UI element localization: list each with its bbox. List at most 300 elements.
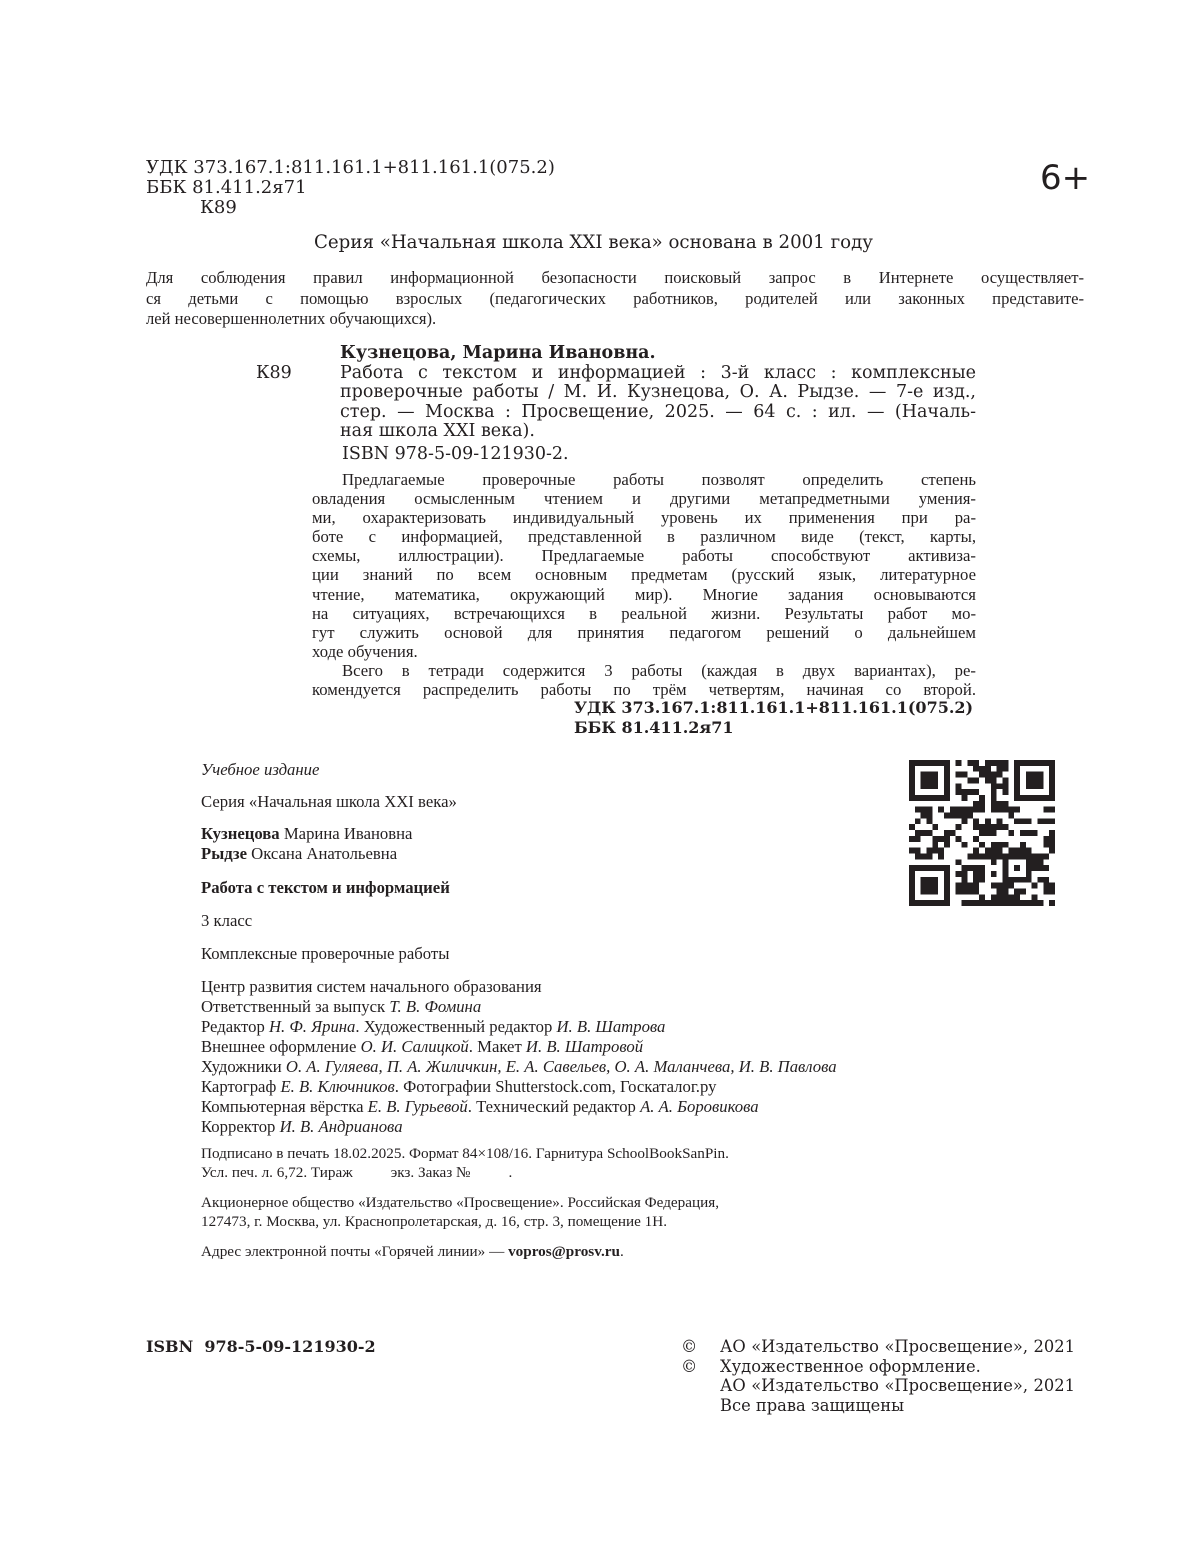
footer-isbn: ISBN 978-5-09-121930-2 [146,1337,376,1356]
qr-module [956,789,962,795]
qr-module [921,807,927,813]
qr-module [1032,778,1038,784]
qr-module [938,836,944,842]
qr-module [997,772,1003,778]
qr-module [950,807,956,813]
qr-module [927,783,933,789]
credit-role: . Художественный редактор [355,1017,557,1036]
qr-module [921,883,927,889]
qr-module [950,813,956,819]
qr-module [1002,760,1008,766]
qr-module [979,830,985,836]
notice-line: ся детьми с помощью взрослых (педагогических работников, родителей или законных представите- [146,288,1084,308]
qr-module [944,813,950,819]
qr-module [932,836,938,842]
annotation-line: овладения осмысленным чтением и другими метапредметными умения- [312,489,976,509]
qr-module [1002,824,1008,830]
copyright-icon [681,1376,720,1396]
qr-module [991,807,997,813]
copyright-text: АО «Издательство «Просвещение», 2021 [720,1376,1075,1395]
qr-module [1037,795,1043,801]
qr-module [909,766,915,772]
qr-module [909,883,915,889]
qr-module [1002,871,1008,877]
qr-module [991,789,997,795]
qr-module [973,801,979,807]
qr-module [991,783,997,789]
qr-module [921,772,927,778]
qr-module [1002,859,1008,865]
qr-module [921,778,927,784]
qr-module [997,888,1003,894]
qr-module [991,853,997,859]
qr-module [991,848,997,854]
qr-module [1043,888,1049,894]
qr-module [944,766,950,772]
qr-module [985,848,991,854]
qr-module [1002,778,1008,784]
qr-module [1020,888,1026,894]
qr-module [973,900,979,906]
safety-notice [146,268,1084,330]
qr-module [967,778,973,784]
qr-module [944,795,950,801]
qr-module [1037,859,1043,865]
qr-module [1014,766,1020,772]
annotation-line: Предлагаемые проверочные работы позволят определить степень [342,470,976,489]
qr-module [915,848,921,854]
qr-module [956,883,962,889]
colophon-center: Центр развития систем начального образования [201,977,542,996]
qr-module [979,865,985,871]
qr-module [1026,760,1032,766]
copyright-row [681,1396,1075,1416]
qr-module [1049,766,1055,772]
qr-module [1026,778,1032,784]
qr-module [956,836,962,842]
credit-person: Н. Ф. Ярина [268,1017,356,1036]
qr-module [1014,760,1020,766]
qr-module [1043,795,1049,801]
qr-module [927,853,933,859]
credit-person: И. В. Шатровой [525,1037,644,1056]
qr-module [985,766,991,772]
qr-module [1014,848,1020,854]
qr-module [944,842,950,848]
qr-module [927,818,933,824]
qr-module [921,830,927,836]
qr-module [956,871,962,877]
credit-line [201,1117,1061,1137]
qr-module [1049,772,1055,778]
qr-module [991,842,997,848]
qr-module [1032,859,1038,865]
qr-module [1014,853,1020,859]
email-label: Адрес электронной почты «Горячей линии» — [201,1243,509,1260]
qr-module [1026,772,1032,778]
qr-module [1037,783,1043,789]
qr-module [1014,783,1020,789]
credit-person: И. В. Шатрова [556,1017,666,1036]
credit-role: Компьютерная вёрстка [201,1097,368,1116]
annotation-line: ции знаний по всем основным предметам (русский язык, литературное [312,565,976,585]
qr-module [1049,789,1055,795]
notice-line: лей несовершеннолетних обучающихся). [146,309,437,328]
qr-module [973,789,979,795]
qr-module [1026,848,1032,854]
qr-module [1049,883,1055,889]
qr-module [927,883,933,889]
qr-module [985,830,991,836]
udk-code: УДК 373.167.1:811.161.1+811.161.1(075.2) [146,157,555,178]
annotation [312,470,976,699]
credit-role: Ответственный за выпуск [201,997,390,1016]
qr-module [932,760,938,766]
qr-module [1049,818,1055,824]
qr-module [915,900,921,906]
qr-module [1049,830,1055,836]
qr-module [1020,818,1026,824]
qr-module [973,871,979,877]
qr-module [927,795,933,801]
qr-module [1020,795,1026,801]
credit-role: . Технический редактор [467,1097,641,1116]
qr-module [1037,778,1043,784]
credits-list [201,997,1061,1137]
qr-module [956,807,962,813]
qr-module [944,894,950,900]
qr-module [932,842,938,848]
qr-module [1002,801,1008,807]
qr-module [909,795,915,801]
qr-module [909,836,915,842]
qr-module [991,883,997,889]
credit-line [201,997,1061,1017]
qr-module [938,848,944,854]
qr-module [997,848,1003,854]
qr-module [944,772,950,778]
copyright-text: АО «Издательство «Просвещение», 2021 [720,1337,1075,1356]
qr-module [1032,760,1038,766]
qr-module [962,807,968,813]
qr-module [1049,848,1055,854]
qr-module [1026,830,1032,836]
credit-role: . Макет [468,1037,526,1056]
qr-module [909,888,915,894]
qr-module [979,894,985,900]
qr-module [979,766,985,772]
qr-module [991,778,997,784]
qr-module [927,888,933,894]
qr-module [909,871,915,877]
bbk-code: ББК 81.411.2я71 [146,177,307,198]
qr-module [1043,760,1049,766]
qr-module [962,842,968,848]
qr-module [967,789,973,795]
qr-module [909,783,915,789]
qr-module [962,865,968,871]
qr-module [1002,865,1008,871]
bib-author-mark: К89 [256,363,292,383]
qr-module [973,818,979,824]
qr-module [944,789,950,795]
qr-module [1043,818,1049,824]
qr-module [1002,883,1008,889]
qr-module [973,848,979,854]
qr-module [1026,877,1032,883]
bib-line: стер. — Москва : Просвещение, 2025. — 64 с. : ил. — (Началь- [340,401,976,422]
qr-module [1037,853,1043,859]
publisher-info [201,1194,1061,1231]
annotation-line: чтение, математика, окружающий мир). Многие задания основываются [312,584,976,604]
qr-module [973,836,979,842]
bib-line: Работа с текстом и информацией : 3-й класс : комплексные [340,362,976,383]
qr-module [997,766,1003,772]
qr-module [944,877,950,883]
colophon-subtitle: Комплексные проверочные работы [201,944,450,963]
qr-module [979,801,985,807]
qr-module [921,760,927,766]
qr-module [915,807,921,813]
record-bbk: ББК 81.411.2я71 [574,717,734,737]
qr-module [1043,836,1049,842]
print-info [201,1145,1061,1182]
qr-module [1032,865,1038,871]
qr-module [985,900,991,906]
qr-module [944,871,950,877]
qr-module [979,807,985,813]
qr-module [932,900,938,906]
bib-isbn: ISBN 978-5-09-121930-2. [342,443,569,464]
qr-module [1049,778,1055,784]
edition-type: Учебное издание [201,760,320,779]
qr-module [1020,830,1026,836]
qr-module [967,888,973,894]
print-info-line: Усл. печ. л. 6,72. Тираж экз. Заказ № . [201,1163,513,1181]
qr-module [1026,865,1032,871]
author-given-names: Марина Ивановна [283,824,413,843]
qr-module [1043,807,1049,813]
qr-module [944,888,950,894]
qr-module [967,807,973,813]
qr-module [1032,830,1038,836]
qr-module [997,760,1003,766]
qr-module [997,900,1003,906]
qr-module [1037,900,1043,906]
hotline-email [201,1243,1061,1262]
qr-module [1032,795,1038,801]
qr-module [991,795,997,801]
copyright-icon: © [681,1337,698,1356]
author-given-names: Оксана Анатольевна [251,844,398,863]
copyright-row [681,1337,1075,1357]
qr-module [985,818,991,824]
qr-module [1008,813,1014,819]
qr-module [956,783,962,789]
age-rating: 6+ [1040,158,1091,198]
qr-module [1043,853,1049,859]
qr-module [944,783,950,789]
qr-module [1008,853,1014,859]
qr-module [944,760,950,766]
qr-module [1020,848,1026,854]
qr-module [991,801,997,807]
colophon-title: Работа с текстом и информацией [201,878,450,897]
qr-module [979,900,985,906]
qr-module [932,772,938,778]
qr-module [985,772,991,778]
qr-module [967,813,973,819]
qr-module [997,818,1003,824]
qr-module [973,824,979,830]
qr-module [991,859,997,865]
credit-line [201,1017,1061,1037]
qr-module [973,778,979,784]
qr-module [973,865,979,871]
qr-module [1049,807,1055,813]
qr-module [1020,853,1026,859]
qr-module [1002,877,1008,883]
qr-module [927,830,933,836]
qr-module [909,894,915,900]
qr-module [979,853,985,859]
qr-module [1037,818,1043,824]
qr-module [921,853,927,859]
colophon-grade: 3 класс [201,911,253,930]
credit-role: Внешнее оформление [201,1037,361,1056]
qr-module [1049,795,1055,801]
qr-module [967,865,973,871]
qr-module [932,848,938,854]
qr-module [1002,900,1008,906]
qr-module [932,865,938,871]
qr-module [991,900,997,906]
qr-module [1049,836,1055,842]
annotation-line: на ситуациях, встречающихся в реальной жизни. Результаты работ мо- [312,603,976,623]
qr-module [938,807,944,813]
qr-module [985,778,991,784]
qr-module [1014,894,1020,900]
qr-module [1002,842,1008,848]
qr-module [967,760,973,766]
qr-module [967,883,973,889]
qr-module [915,836,921,842]
qr-module [973,877,979,883]
qr-module [1032,783,1038,789]
qr-module [938,853,944,859]
qr-module [1049,888,1055,894]
qr-module [1014,789,1020,795]
qr-module [927,760,933,766]
qr-module [921,900,927,906]
qr-module [932,783,938,789]
annotation-line: ходе обучения. [312,641,418,661]
qr-module [944,830,950,836]
qr-module [979,871,985,877]
qr-code-icon [909,760,1055,906]
qr-module [1002,853,1008,859]
annotation-line: ми, охарактеризовать индивидуальный уровень их применения при ра- [312,508,976,528]
qr-module [956,760,962,766]
credit-person: Е. В. Ключников [280,1077,395,1096]
qr-module [962,883,968,889]
qr-module [979,772,985,778]
email-link[interactable]: vopros@prosv.ru [508,1243,620,1260]
qr-module [1043,842,1049,848]
author-mark: К89 [200,197,237,218]
email-suffix: . [619,1243,624,1260]
qr-module [985,824,991,830]
qr-module [938,865,944,871]
qr-module [915,818,921,824]
qr-module [915,830,921,836]
qr-module [973,883,979,889]
annotation-line: Всего в тетради содержится 3 работы (каждая в двух вариантах), ре- [342,660,976,680]
credit-person: Т. В. Фомина [389,997,482,1016]
record-codes [574,698,973,737]
credit-role: Корректор [201,1117,280,1136]
qr-module [1032,772,1038,778]
qr-module [921,865,927,871]
qr-module [1049,842,1055,848]
qr-module [1026,818,1032,824]
qr-module [1008,807,1014,813]
qr-module [909,760,915,766]
qr-module [962,795,968,801]
qr-module [997,853,1003,859]
qr-module [1008,900,1014,906]
qr-module [1014,807,1020,813]
qr-module [927,772,933,778]
qr-module [938,760,944,766]
copyright-block [681,1337,1075,1415]
qr-module [932,795,938,801]
credit-person: Е. В. Гурьевой [367,1097,468,1116]
qr-module [1032,900,1038,906]
series-founded-line: Серия «Начальная школа XXI века» основана в 2001 году [314,232,873,253]
qr-module [921,783,927,789]
qr-module [1002,807,1008,813]
qr-module [991,772,997,778]
qr-module [1014,772,1020,778]
qr-module [962,789,968,795]
qr-module [997,894,1003,900]
bib-line: ная школа XXI века). [340,421,535,442]
qr-module [973,807,979,813]
qr-module [1043,877,1049,883]
qr-module [909,789,915,795]
qr-module [944,836,950,842]
qr-module [909,877,915,883]
credit-role: . Фотографии Shutterstock.com, Госкаталог.ру [394,1077,717,1096]
print-info-line: Подписано в печать 18.02.2025. Формат 84×108/16. Гарнитура SchoolBookSanPin. [201,1145,729,1162]
qr-module [979,795,985,801]
qr-module [927,900,933,906]
qr-module [1008,848,1014,854]
qr-module [962,888,968,894]
qr-module [1020,760,1026,766]
qr-module [927,848,933,854]
qr-module [1002,783,1008,789]
qr-module [991,830,997,836]
qr-module [921,795,927,801]
qr-module [944,778,950,784]
qr-module [997,807,1003,813]
qr-module [1032,894,1038,900]
qr-module [1014,877,1020,883]
qr-module [956,824,962,830]
qr-module [915,865,921,871]
